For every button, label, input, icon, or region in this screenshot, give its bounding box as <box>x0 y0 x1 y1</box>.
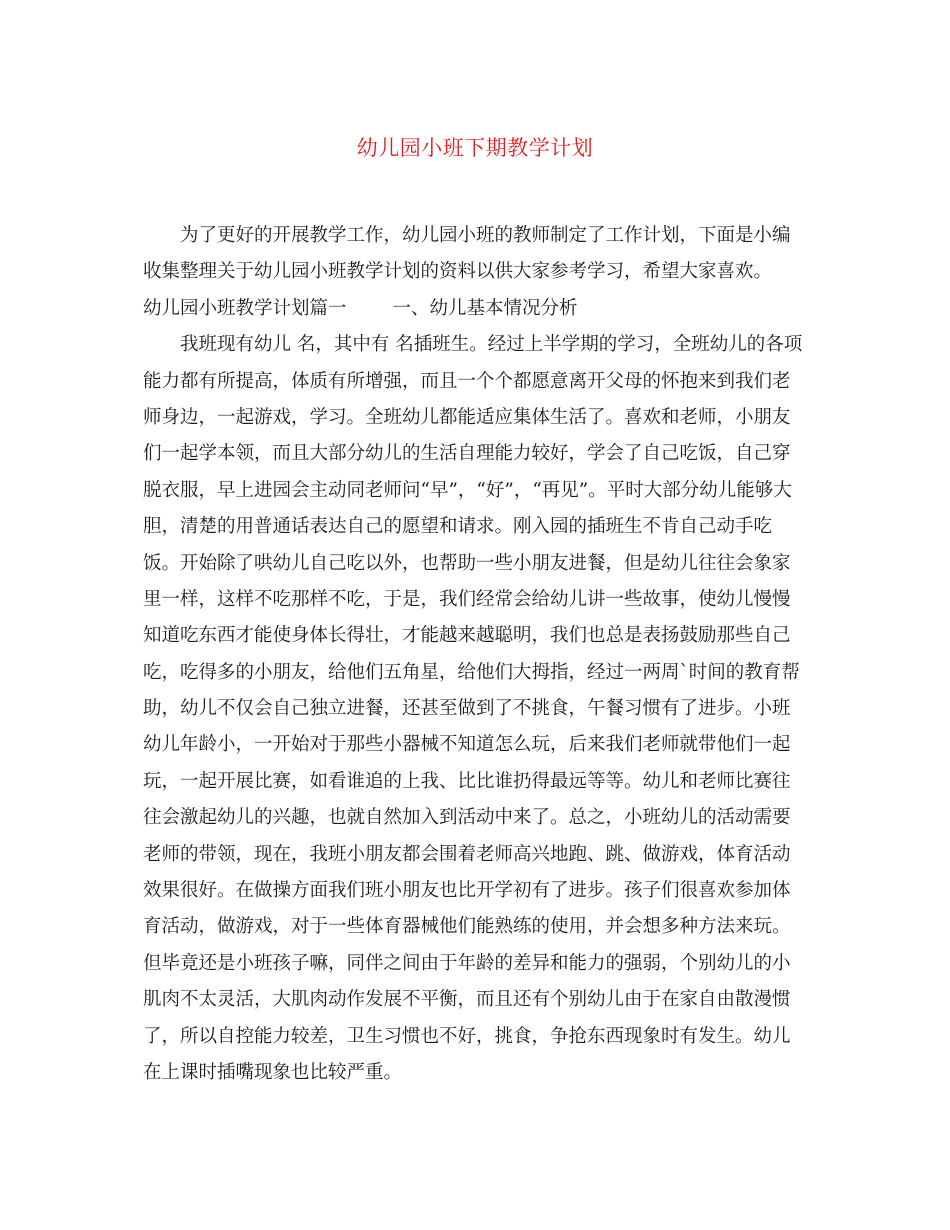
section-topic-label: 一、幼儿基本情况分析 <box>392 297 578 319</box>
document-title: 幼儿园小班下期教学计划 <box>356 136 594 160</box>
body-line-8: 里一样，这样不吃那样不吃，于是，我们经常会给幼儿讲一些故事，使幼儿慢慢 <box>143 588 791 610</box>
body-line-7: 饭。开始除了哄幼儿自己吃以外，也帮助一些小朋友进餐，但是幼儿往往会象家 <box>143 552 791 574</box>
body-line-5: 脱衣服，早上进园会主动同老师问“早”，“好”，“再见”。平时大部分幼儿能够大 <box>143 479 792 501</box>
body-line-9: 知道吃东西才能使身体长得壮，才能越来越聪明，我们也总是表扬鼓励那些自己 <box>143 625 791 647</box>
body-line-13: 玩，一起开展比赛，如看谁追的上我、比比谁扔得最远等等。幼儿和老师比赛往 <box>143 770 791 792</box>
body-line-18: 但毕竟还是小班孩子嘛，同伴之间由于年龄的差异和能力的强弱，个别幼儿的小 <box>143 952 791 974</box>
body-line-2: 能力都有所提高，体质有所增强，而且一个个都愿意离开父母的怀抱来到我们老 <box>143 370 791 392</box>
section-heading <box>143 291 823 327</box>
body-line-1: 我班现有幼儿 名，其中有 名插班生。经过上半学期的学习，全班幼儿的各项 <box>180 334 803 356</box>
section-part-label: 幼儿园小班教学计划篇一 <box>143 297 347 319</box>
intro-line-2: 收集整理关于幼儿园小班教学计划的资料以供大家参考学习，希望大家喜欢。 <box>143 261 773 283</box>
body-line-20: 了，所以自控能力较差，卫生习惯也不好，挑食，争抢东西现象时有发生。幼儿 <box>143 1025 791 1047</box>
body-line-19: 肌肉不太灵活，大肌肉动作发展不平衡，而且还有个别幼儿由于在家自由散漫惯 <box>143 989 791 1011</box>
document-body <box>143 218 823 1091</box>
body-line-14: 往会激起幼儿的兴趣，也就自然加入到活动中来了。总之，小班幼儿的活动需要 <box>143 807 791 829</box>
body-line-17: 育活动，做游戏，对于一些体育器械他们能熟练的使用，并会想多种方法来玩。 <box>143 916 791 938</box>
body-line-11: 助，幼儿不仅会自己独立进餐，还甚至做到了不挑食，午餐习惯有了进步。小班 <box>143 698 791 720</box>
body-line-10: 吃，吃得多的小朋友，给他们五角星，给他们大拇指，经过一两周`时间的教育帮 <box>143 661 800 683</box>
body-line-3: 师身边，一起游戏，学习。全班幼儿都能适应集体生活了。喜欢和老师，小朋友 <box>143 406 791 428</box>
intro-line-1: 为了更好的开展教学工作，幼儿园小班的教师制定了工作计划，下面是小编 <box>180 225 791 246</box>
body-line-21: 在上课时插嘴现象也比较严重。 <box>143 1061 403 1083</box>
body-line-4: 们一起学本领，而且大部分幼儿的生活自理能力较好，学会了自己吃饭，自己穿 <box>143 443 791 465</box>
body-line-6: 胆，清楚的用普通话表达自己的愿望和请求。刚入园的插班生不肯自己动手吃 <box>143 516 773 538</box>
body-line-12: 幼儿年龄小，一开始对于那些小器械不知道怎么玩，后来我们老师就带他们一起 <box>143 734 791 756</box>
body-line-15: 老师的带领，现在，我班小朋友都会围着老师高兴地跑、跳、做游戏，体育活动 <box>143 843 791 865</box>
body-line-16: 效果很好。在做操方面我们班小朋友也比开学初有了进步。孩子们很喜欢参加体 <box>143 880 791 902</box>
